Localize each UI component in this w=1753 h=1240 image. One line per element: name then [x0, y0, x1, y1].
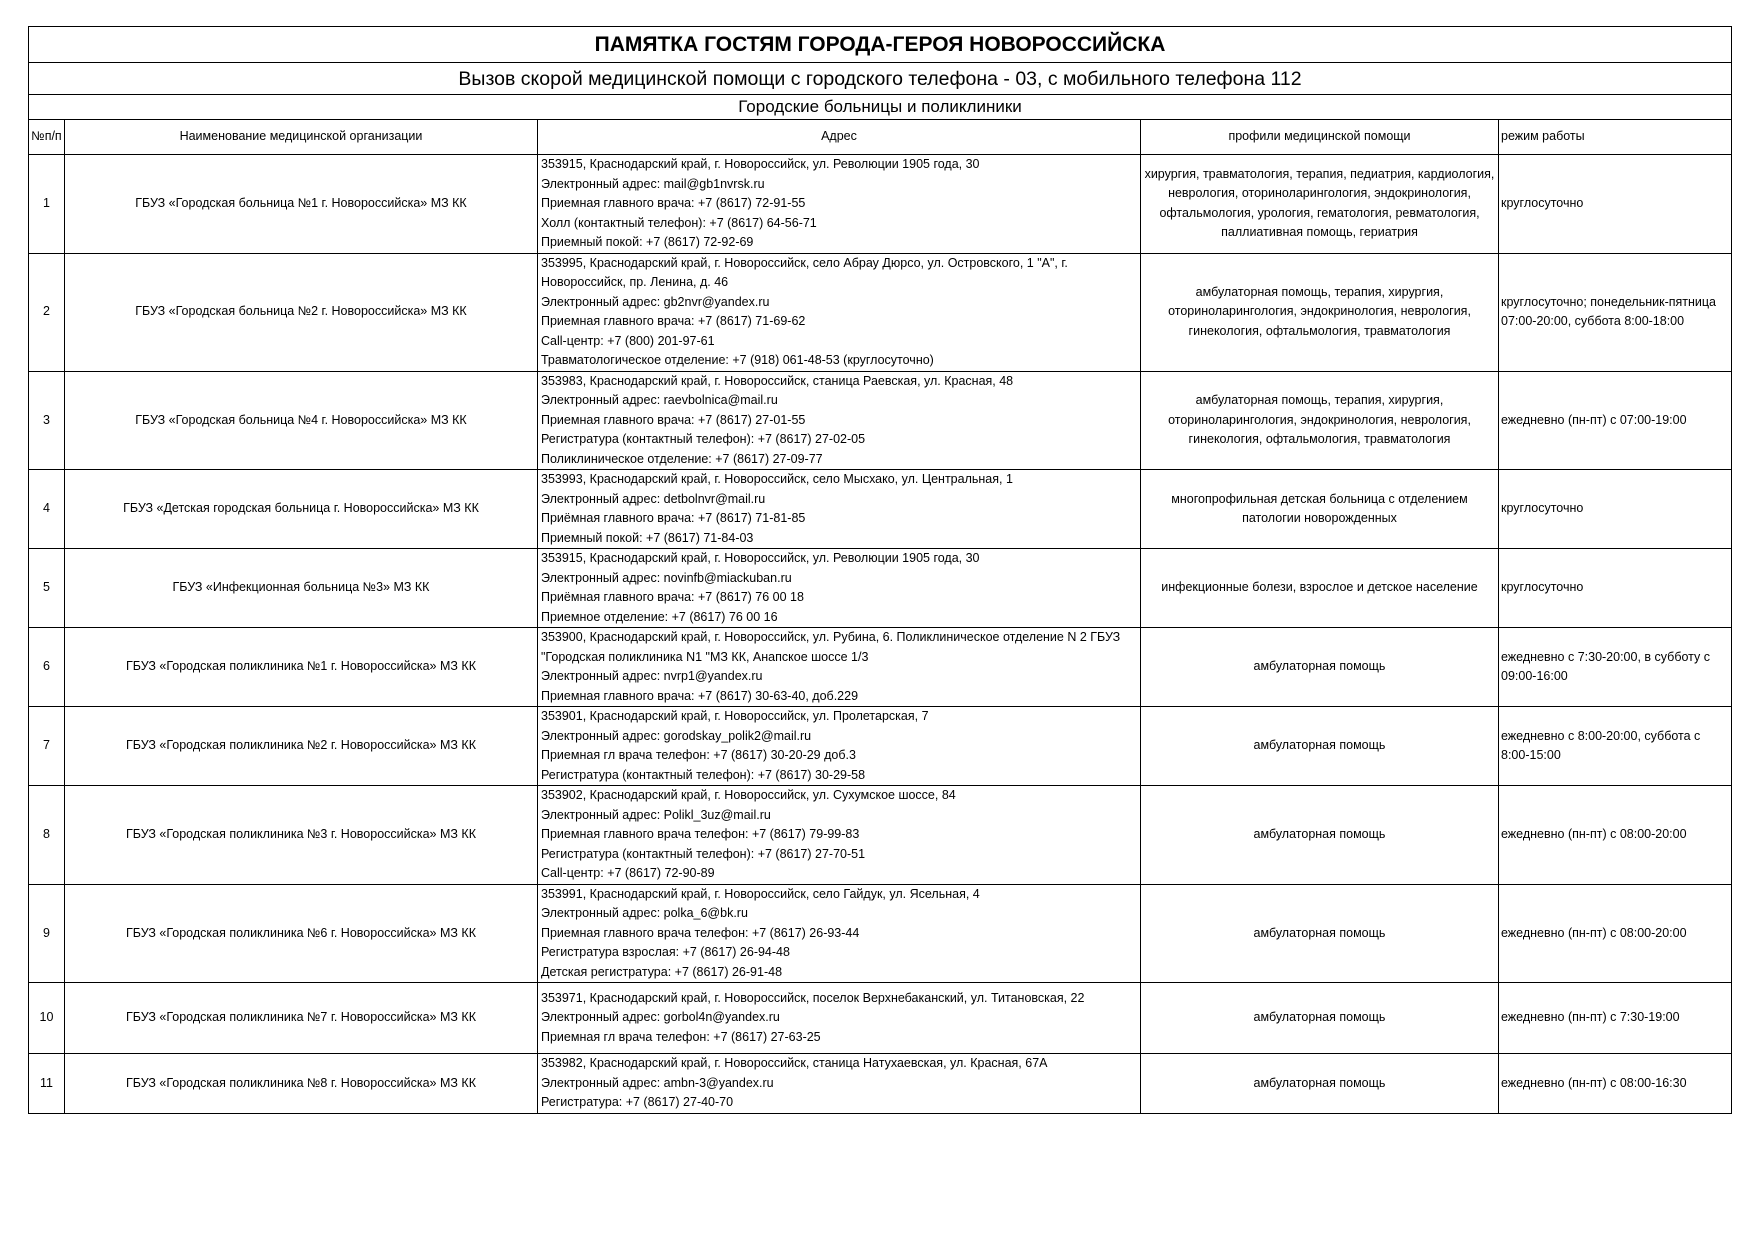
row-number: 3	[29, 371, 65, 470]
address-line: Электронный адрес: detbolnvr@mail.ru	[541, 491, 766, 506]
table-row	[29, 786, 1732, 885]
table-row	[29, 371, 1732, 470]
address-cell	[538, 253, 1141, 371]
row-number: 2	[29, 253, 65, 371]
hospitals-table	[28, 26, 1732, 1114]
address-line: Регистратура (контактный телефон): +7 (8617) 27-70-51	[541, 846, 866, 861]
address-cell	[538, 884, 1141, 983]
address-line: Приемное отделение: +7 (8617) 76 00 16	[541, 609, 778, 624]
care-profiles: амбулаторная помощь	[1141, 628, 1499, 707]
row-number: 5	[29, 549, 65, 628]
address-line: Приемная гл врача телефон: +7 (8617) 27-63-25	[541, 1029, 821, 1044]
address-cell	[538, 707, 1141, 786]
organization-name: ГБУЗ «Городская поликлиника №7 г. Новороссийска» МЗ КК	[65, 983, 538, 1054]
address-line: Приемный покой: +7 (8617) 72-92-69	[541, 235, 754, 249]
organization-name: ГБУЗ «Городская больница №1 г. Новороссийска» МЗ КК	[65, 155, 538, 254]
organization-name: ГБУЗ «Городская поликлиника №3 г. Новороссийска» МЗ КК	[65, 786, 538, 885]
memo-sheet	[28, 26, 1731, 1114]
address-line: 353993, Краснодарский край, г. Новороссийск, село Мысхако, ул. Центральная, 1	[541, 472, 1013, 486]
table-row	[29, 253, 1732, 371]
address-line: Приемная главного врача: +7 (8617) 71-69-62	[541, 314, 806, 328]
care-profiles: амбулаторная помощь, терапия, хирургия, оториноларингология, эндокринология, неврология, гинекология, офтальмология, травматология	[1141, 253, 1499, 371]
address-line: 353991, Краснодарский край, г. Новороссийск, село Гайдук, ул. Ясельная, 4	[541, 886, 980, 901]
address-line: Регистратура (контактный телефон): +7 (8617) 30-29-58	[541, 767, 866, 782]
organization-name: ГБУЗ «Детская городская больница г. Новороссийска» МЗ КК	[65, 470, 538, 549]
address-line: Приемная гл врача телефон: +7 (8617) 30-20-29 доб.3	[541, 748, 856, 762]
address-line: Приемный покой: +7 (8617) 71-84-03	[541, 530, 754, 545]
working-hours: круглосуточно	[1499, 549, 1732, 628]
section-title: Городские больницы и поликлиники	[29, 95, 1732, 120]
address-line: Приемная главного врача: +7 (8617) 72-91-55	[541, 196, 806, 210]
working-hours: круглосуточно	[1499, 155, 1732, 254]
emergency-line: Вызов скорой медицинской помощи с городского телефона - 03, с мобильного телефона 112	[29, 63, 1732, 95]
table-row	[29, 155, 1732, 254]
address-line: Приемная главного врача телефон: +7 (8617) 79-99-83	[541, 827, 860, 841]
col-header-address: Адрес	[538, 120, 1141, 155]
table-header	[29, 120, 1732, 155]
working-hours: ежедневно (пн-пт) с 07:00-19:00	[1499, 371, 1732, 470]
table-row	[29, 628, 1732, 707]
row-number: 9	[29, 884, 65, 983]
care-profiles: амбулаторная помощь	[1141, 983, 1499, 1054]
address-cell	[538, 470, 1141, 549]
address-line: Детская регистратура: +7 (8617) 26-91-48	[541, 964, 783, 979]
organization-name: ГБУЗ «Городская поликлиника №2 г. Новороссийска» МЗ КК	[65, 707, 538, 786]
table-row	[29, 707, 1732, 786]
row-number: 11	[29, 1054, 65, 1114]
organization-name: ГБУЗ «Инфекционная больница №3» МЗ КК	[65, 549, 538, 628]
address-line: Регистратура: +7 (8617) 27-40-70	[541, 1095, 734, 1109]
row-number: 1	[29, 155, 65, 254]
page-title: ПАМЯТКА ГОСТЯМ ГОРОДА-ГЕРОЯ НОВОРОССИЙСКА	[29, 27, 1732, 63]
address-line: Регистратура (контактный телефон): +7 (8617) 27-02-05	[541, 432, 866, 446]
row-number: 7	[29, 707, 65, 786]
address-line: Электронный адрес: polka_6@bk.ru	[541, 906, 748, 920]
address-line: Электронный адрес: novinfb@miackuban.ru	[541, 570, 792, 585]
col-header-num: №п/п	[29, 120, 65, 155]
organization-name: ГБУЗ «Городская больница №4 г. Новороссийска» МЗ КК	[65, 371, 538, 470]
address-cell	[538, 155, 1141, 254]
working-hours: ежедневно (пн-пт) с 08:00-20:00	[1499, 786, 1732, 885]
col-header-profile: профили медицинской помощи	[1141, 120, 1499, 155]
address-line: Электронный адрес: mail@gb1nvrsk.ru	[541, 176, 765, 191]
address-line: 353971, Краснодарский край, г. Новороссийск, поселок Верхнебаканский, ул. Титановская, 22	[541, 990, 1085, 1005]
address-line: Электронный адрес: nvrp1@yandex.ru	[541, 669, 763, 683]
address-line: 353995, Краснодарский край, г. Новороссийск, село Абрау Дюрсо, ул. Островского, 1 "А", г. Новороссийск, пр. Ленина, д. 46	[541, 255, 1068, 289]
address-line: Приемная главного врача: +7 (8617) 27-01-55	[541, 412, 806, 427]
table-row	[29, 470, 1732, 549]
address-line: 353901, Краснодарский край, г. Новороссийск, ул. Пролетарская, 7	[541, 709, 929, 723]
care-profiles: амбулаторная помощь	[1141, 884, 1499, 983]
working-hours: круглосуточно; понедельник-пятница 07:00-20:00, суббота 8:00-18:00	[1499, 253, 1732, 371]
address-line: 353902, Краснодарский край, г. Новороссийск, ул. Сухумское шоссе, 84	[541, 788, 956, 802]
care-profiles: амбулаторная помощь, терапия, хирургия, оториноларингология, эндокринология, неврология, гинекология, офтальмология, травматология	[1141, 371, 1499, 470]
organization-name: ГБУЗ «Городская поликлиника №6 г. Новороссийска» МЗ КК	[65, 884, 538, 983]
table-row	[29, 549, 1732, 628]
row-number: 8	[29, 786, 65, 885]
care-profiles: инфекционные болези, взрослое и детское население	[1141, 549, 1499, 628]
table-row	[29, 983, 1732, 1054]
care-profiles: многопрофильная детская больница с отделением патологии новорожденных	[1141, 470, 1499, 549]
col-header-name: Наименование медицинской организации	[65, 120, 538, 155]
address-line: 353982, Краснодарский край, г. Новороссийск, станица Натухаевская, ул. Красная, 67А	[541, 1056, 1048, 1070]
working-hours: ежедневно (пн-пт) с 08:00-20:00	[1499, 884, 1732, 983]
address-line: Приёмная главного врача: +7 (8617) 71-81-85	[541, 511, 806, 525]
working-hours: ежедневно с 8:00-20:00, суббота с 8:00-15:00	[1499, 707, 1732, 786]
address-line: Приемная главного врача: +7 (8617) 30-63-40, доб.229	[541, 688, 859, 703]
care-profiles: амбулаторная помощь	[1141, 707, 1499, 786]
address-cell	[538, 1054, 1141, 1114]
address-cell	[538, 371, 1141, 470]
address-cell	[538, 786, 1141, 885]
address-line: Электронный адрес: raevbolnica@mail.ru	[541, 393, 778, 407]
working-hours: ежедневно с 7:30-20:00, в субботу с 09:00-16:00	[1499, 628, 1732, 707]
address-line: Регистратура взрослая: +7 (8617) 26-94-48	[541, 945, 790, 959]
address-line: Приемная главного врача телефон: +7 (8617) 26-93-44	[541, 925, 860, 940]
table-row	[29, 884, 1732, 983]
address-cell	[538, 549, 1141, 628]
working-hours: круглосуточно	[1499, 470, 1732, 549]
working-hours: ежедневно (пн-пт) с 08:00-16:30	[1499, 1054, 1732, 1114]
address-line: Поликлиническое отделение: +7 (8617) 27-09-77	[541, 451, 823, 466]
row-number: 4	[29, 470, 65, 549]
address-line: Электронный адрес: Polikl_3uz@mail.ru	[541, 807, 771, 822]
address-line: 353983, Краснодарский край, г. Новороссийск, станица Раевская, ул. Красная, 48	[541, 373, 1014, 388]
address-cell	[538, 628, 1141, 707]
row-number: 6	[29, 628, 65, 707]
address-line: 353900, Краснодарский край, г. Новороссийск, ул. Рубина, 6. Поликлиническое отделение N 2 ГБУЗ "Городская поликлиника N1 "МЗ КК, Анапское шоссе 1/3	[541, 630, 1121, 664]
care-profiles: хирургия, травматология, терапия, педиатрия, кардиология, неврология, оториноларингология, эндокринология, офтальмология, урология, гематология, ревматология, паллиативная помощь, гериатрия	[1141, 155, 1499, 254]
address-line: Приёмная главного врача: +7 (8617) 76 00 18	[541, 590, 804, 604]
col-header-schedule: режим работы	[1499, 120, 1732, 155]
organization-name: ГБУЗ «Городская больница №2 г. Новороссийска» МЗ КК	[65, 253, 538, 371]
address-line: 353915, Краснодарский край, г. Новороссийск, ул. Революции 1905 года, 30	[541, 551, 980, 565]
table-row	[29, 1054, 1732, 1114]
working-hours: ежедневно (пн-пт) с 7:30-19:00	[1499, 983, 1732, 1054]
care-profiles: амбулаторная помощь	[1141, 1054, 1499, 1114]
address-line: Электронный адрес: gorodskay_polik2@mail.ru	[541, 728, 812, 743]
row-number: 10	[29, 983, 65, 1054]
address-cell	[538, 983, 1141, 1054]
address-line: Травматологическое отделение: +7 (918) 061-48-53 (круглосуточно)	[541, 353, 934, 367]
organization-name: ГБУЗ «Городская поликлиника №1 г. Новороссийска» МЗ КК	[65, 628, 538, 707]
address-line: Электронный адрес: gorbol4n@yandex.ru	[541, 1010, 780, 1025]
address-line: 353915, Краснодарский край, г. Новороссийск, ул. Революции 1905 года, 30	[541, 157, 980, 171]
address-line: Call-центр: +7 (800) 201-97-61	[541, 333, 715, 348]
address-line: Электронный адрес: ambn-3@yandex.ru	[541, 1075, 774, 1090]
address-line: Холл (контактный телефон): +7 (8617) 64-56-71	[541, 215, 817, 230]
address-line: Электронный адрес: gb2nvr@yandex.ru	[541, 294, 770, 309]
address-line: Call-центр: +7 (8617) 72-90-89	[541, 866, 715, 880]
organization-name: ГБУЗ «Городская поликлиника №8 г. Новороссийска» МЗ КК	[65, 1054, 538, 1114]
care-profiles: амбулаторная помощь	[1141, 786, 1499, 885]
table-body	[29, 155, 1732, 1114]
